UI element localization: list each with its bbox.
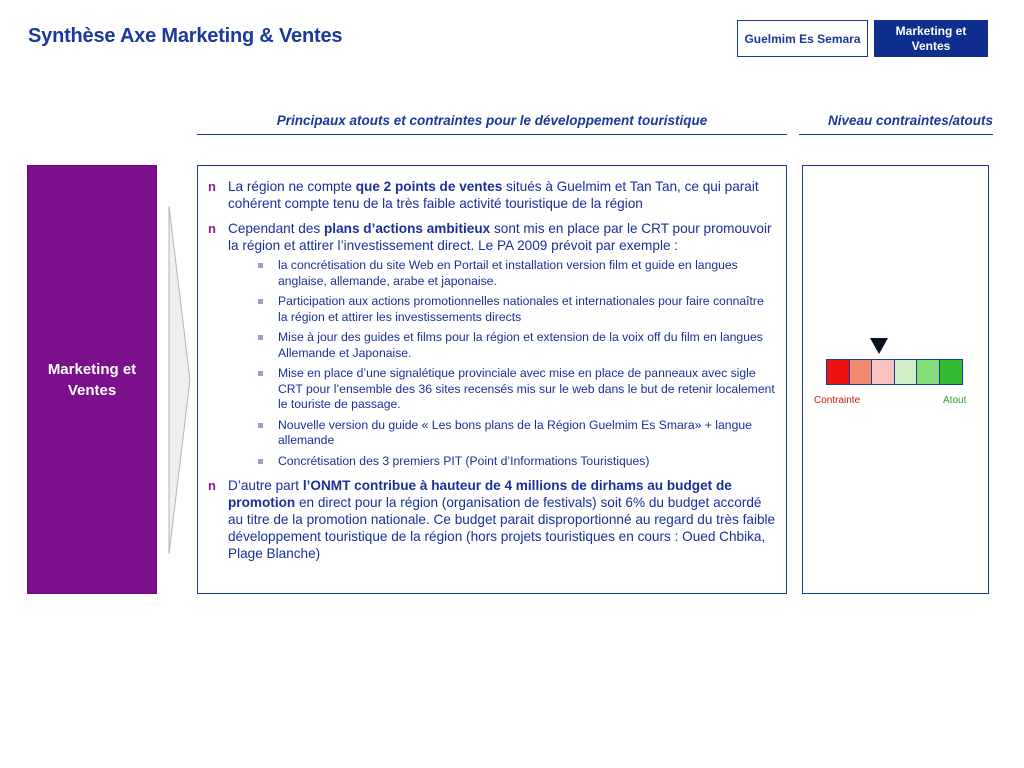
sub-item (258, 366, 776, 413)
scale-cell (827, 360, 850, 384)
bullet-bold-text: que 2 points de ventes (355, 179, 503, 194)
sub-item (258, 418, 776, 449)
main-column-heading: Principaux atouts et contraintes pour le développement touristique (276, 113, 708, 128)
axis-label-box (27, 165, 157, 594)
bullet-item (208, 220, 776, 469)
square-bullet-icon (258, 459, 263, 464)
sub-item-text: Nouvelle version du guide « Les bons plans de la Région Guelmim Es Smara» + langue allemande (278, 417, 752, 447)
scale-cell (917, 360, 940, 384)
bullet-text: situés à Guelmim et Tan Tan, ce qui parait cohérent compte tenu de la très faible activité touristique de la région (228, 179, 759, 211)
scale-cell (872, 360, 895, 384)
scale-label-atout: Atout (943, 395, 967, 406)
square-bullet-icon (258, 423, 263, 428)
bullet-text: D’autre part (228, 478, 303, 493)
bullet-item (208, 178, 776, 212)
bullet-marker: n (208, 179, 216, 194)
bullet-bold-text: l’ONMT contribue à hauteur de 4 millions de dirhams au budget de promotion (228, 478, 732, 510)
square-bullet-icon (258, 299, 263, 304)
sub-list (258, 258, 776, 469)
bullet-item (208, 477, 776, 562)
bullet-text: La région ne compte (228, 179, 356, 194)
scale-label-contrainte: Contrainte (814, 395, 861, 406)
content-box (197, 165, 787, 594)
bullet-marker: n (208, 478, 216, 493)
main-heading-rule (197, 134, 787, 135)
region-tag: Guelmim Es Semara (737, 20, 868, 57)
bullet-text: en direct pour la région (organisation de festivals) soit 6% du budget accordé au titre de la promotion nationale. Ce budget parait disproportionné au regard du très faible développement touristique de la région (hors projets touristiques en cours : Oued Chbika, Plage Blanche) (228, 495, 776, 561)
sub-item (258, 454, 776, 470)
sub-item-text: Participation aux actions promotionnelles nationales et internationales pour faire connaître la région et attirer les investissements directs (278, 294, 764, 324)
scale-cell (895, 360, 918, 384)
scale-cell (940, 360, 963, 384)
side-heading-rule (799, 134, 993, 135)
axis-label: Marketing et Ventes (47, 360, 137, 399)
level-marker-icon (870, 338, 888, 354)
page-title: Synthèse Axe Marketing & Ventes (28, 25, 343, 47)
axis-tag: Marketing et Ventes (874, 20, 988, 57)
square-bullet-icon (258, 263, 263, 268)
sub-item (258, 258, 776, 289)
sub-item (258, 330, 776, 361)
sub-item-text: la concrétisation du site Web en Portail et installation version film et guide en langues anglaise, allemande, arabe et japonaise. (278, 258, 738, 288)
chevron-right-icon (168, 205, 192, 555)
sub-item-text: Concrétisation des 3 premiers PIT (Point d’Informations Touristiques) (278, 453, 650, 468)
bullet-text: Cependant des (228, 221, 324, 236)
sub-item-text: Mise en place d’une signalétique provinciale avec mise en place de panneaux avec sigle CRT pour l’ensemble des 36 sites recensés mis sur le web dans le but de retenir localement le touriste de passage. (278, 366, 775, 411)
bullet-bold-text: plans d’actions ambitieux (324, 221, 491, 236)
sub-item (258, 294, 776, 325)
scale-cell (850, 360, 873, 384)
bullet-text: sont mis en place par le CRT pour promouvoir la région et attirer l’investissement direct. Le PA 2009 prévoit par exemple : (228, 221, 772, 253)
rating-scale (826, 359, 963, 385)
square-bullet-icon (258, 335, 263, 340)
sub-item-text: Mise à jour des guides et films pour la région et extension de la voix off du film en langues Allemande et Japonaise. (278, 330, 763, 360)
square-bullet-icon (258, 371, 263, 376)
side-column-heading: Niveau contraintes/atouts (827, 113, 993, 128)
bullet-marker: n (208, 221, 216, 236)
